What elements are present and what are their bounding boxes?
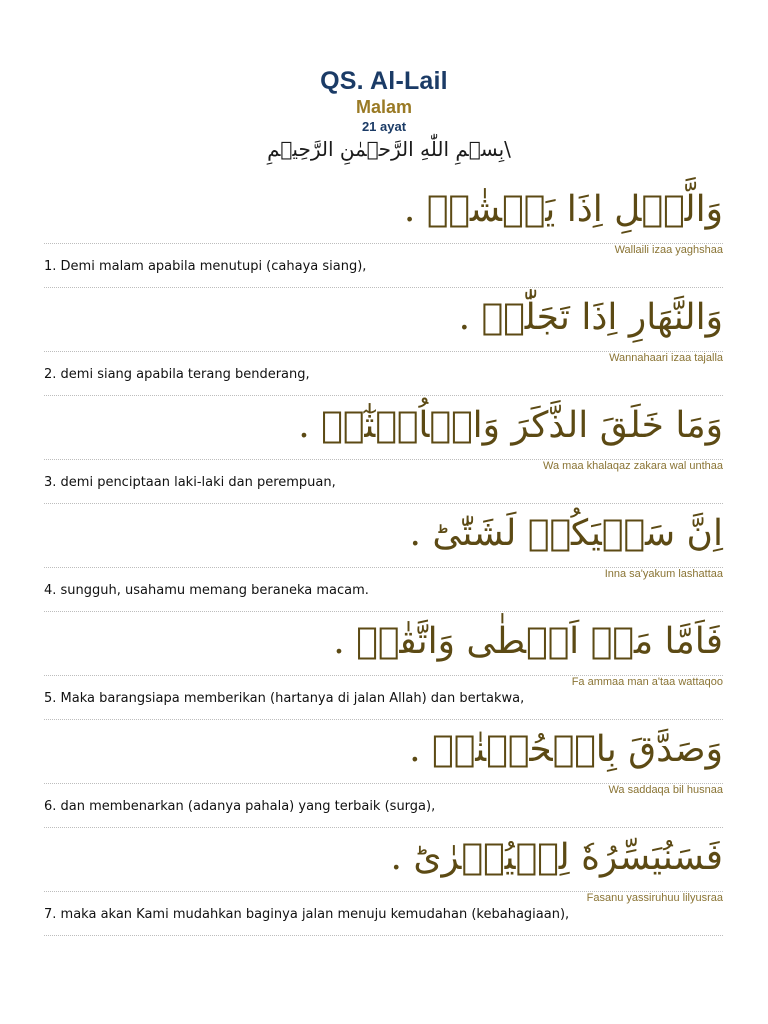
verse-arabic: وَمَا خَلَقَ الذَّكَرَ وَالۡاُنۡثٰٓىۙ . <box>298 405 723 446</box>
verse-5 <box>44 612 723 720</box>
verse-transliteration: Fa ammaa man a'taa wattaqoo <box>571 676 723 688</box>
verse-arabic: وَالَّيۡلِ اِذَا يَغۡشٰىۙ . <box>403 189 723 230</box>
verse-7 <box>44 828 723 936</box>
verse-transliteration: Wallaili izaa yaghshaa <box>614 244 723 256</box>
surah-title: QS. Al-Lail <box>320 67 448 95</box>
verse-arabic: وَصَدَّقَ بِالۡحُسۡنٰىۙ . <box>409 729 723 770</box>
basmala: \بِسۡمِ اللّٰهِ الرَّحۡمٰنِ الرَّحِيۡمِ <box>267 137 511 161</box>
verse-transliteration: Wa maa khalaqaz zakara wal unthaa <box>543 460 723 472</box>
verse-3 <box>44 396 723 504</box>
verse-translation: 3. demi penciptaan laki-laki dan perempuan, <box>44 475 336 490</box>
verse-transliteration: Wannahaari izaa tajalla <box>609 352 723 364</box>
verse-transliteration: Inna sa'yakum lashattaa <box>604 568 723 580</box>
surah-header <box>0 66 768 163</box>
verse-translation: 4. sungguh, usahamu memang beraneka macam. <box>44 583 369 598</box>
verse-count: 21 ayat <box>361 119 407 134</box>
verse-translation: 5. Maka barangsiapa memberikan (hartanya di jalan Allah) dan bertakwa, <box>44 691 525 706</box>
verse-4 <box>44 504 723 612</box>
verse-arabic: فَسَنُيَسِّرُهٗ لِلۡيُسۡرٰىؕ . <box>390 837 723 878</box>
verse-transliteration: Wa saddaqa bil husnaa <box>608 784 723 796</box>
verse-arabic: اِنَّ سَعۡيَكُمۡ لَشَتّٰىؕ . <box>409 513 723 554</box>
verse-arabic: وَالنَّهَارِ اِذَا تَجَلّٰىۙ . <box>458 297 723 338</box>
verse-transliteration: Fasanu yassiruhuu lilyusraa <box>586 892 723 904</box>
verse-translation: 7. maka akan Kami mudahkan baginya jalan menuju kemudahan (kebahagiaan), <box>44 907 570 922</box>
divider <box>44 935 723 936</box>
verse-translation: 6. dan membenarkan (adanya pahala) yang terbaik (surga), <box>44 799 436 814</box>
verse-2 <box>44 288 723 396</box>
verse-translation: 1. Demi malam apabila menutupi (cahaya siang), <box>44 259 367 274</box>
verse-6 <box>44 720 723 828</box>
verse-arabic: فَاَمَّا مَنۡ اَعۡطٰى وَاتَّقٰىۙ . <box>333 621 723 662</box>
surah-meaning: Malam <box>355 97 413 117</box>
verse-translation: 2. demi siang apabila terang benderang, <box>44 367 310 382</box>
verse-1 <box>44 180 723 288</box>
